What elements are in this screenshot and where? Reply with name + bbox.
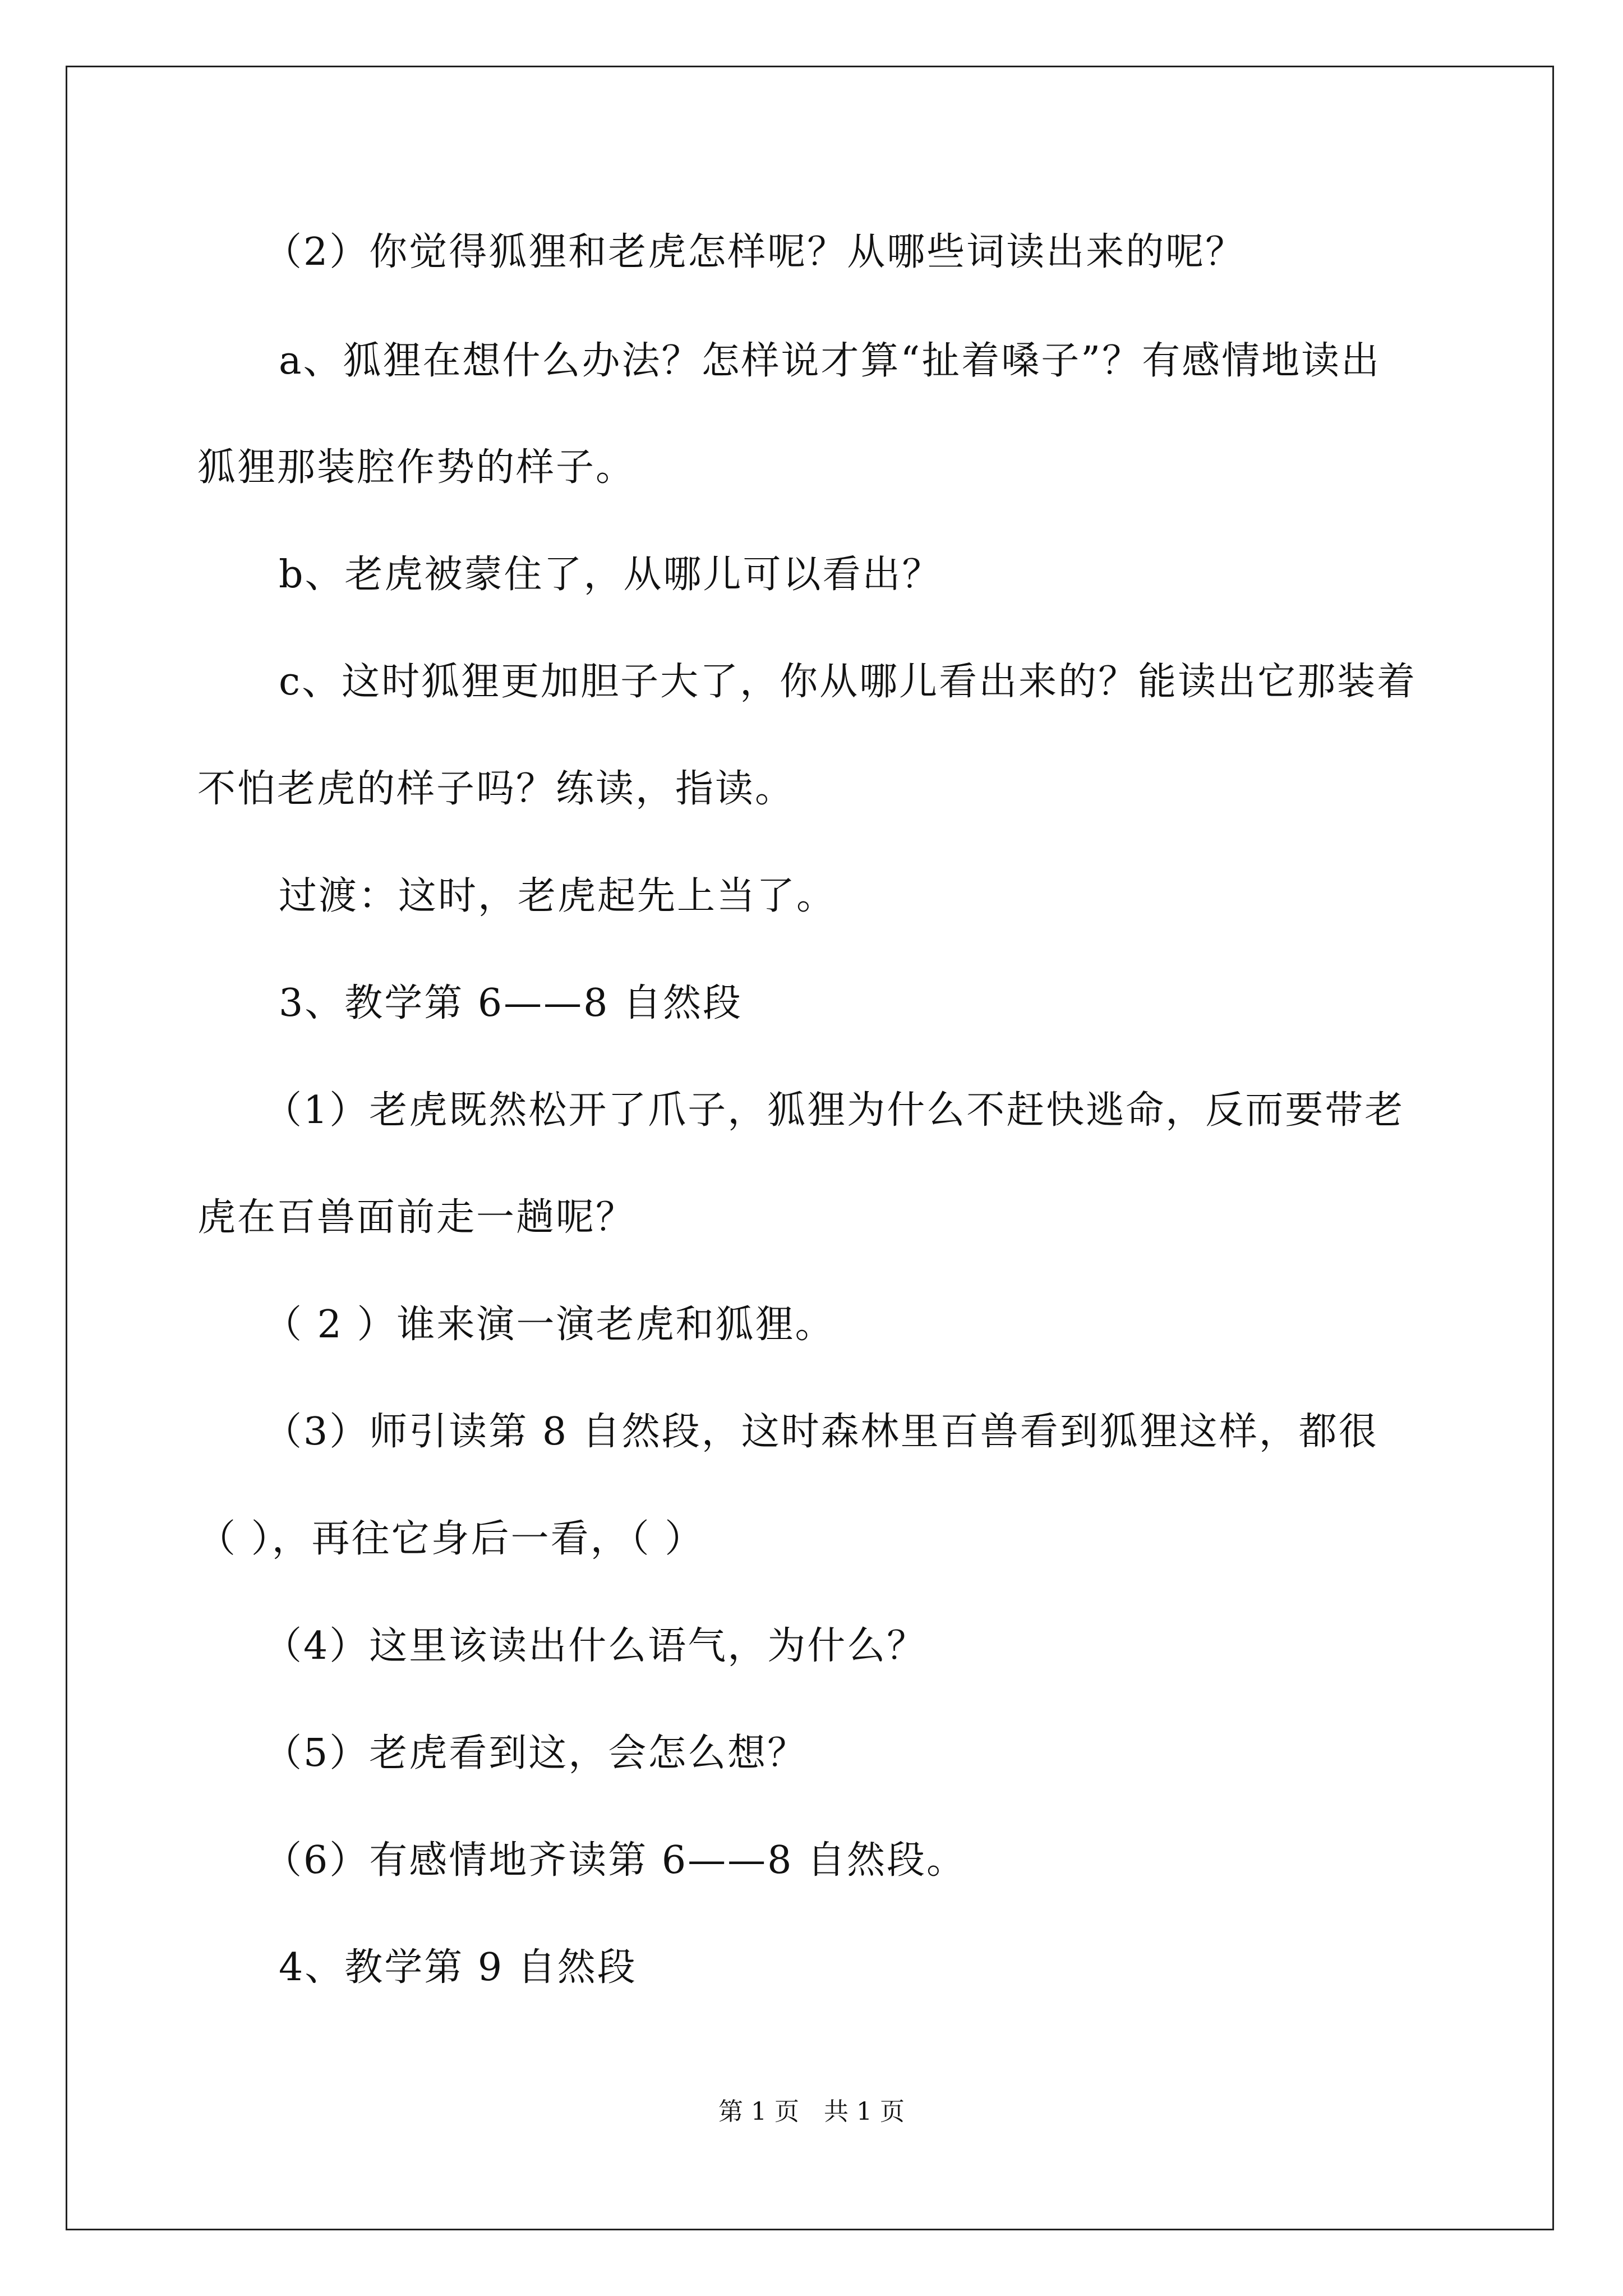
text-line-16: （6）有感情地齐读第 6——8 自然段。 — [264, 1838, 967, 1883]
text-line-1: （2）你觉得狐狸和老虎怎样呢？从哪些词读出来的呢？ — [264, 230, 1246, 274]
page-border — [66, 66, 1554, 2230]
text-line-8: 3、教学第 6——8 自然段 — [279, 981, 743, 1025]
text-line-14: （4）这里该读出什么语气，为什么？ — [264, 1624, 927, 1668]
text-line-13: （ ），再往它身后一看，（ ） — [197, 1517, 705, 1561]
text-line-3: 狐狸那装腔作势的样子。 — [197, 445, 636, 490]
text-line-12: （3）师引读第 8 自然段，这时森林里百兽看到狐狸这样，都很 — [264, 1410, 1378, 1454]
text-line-15: （5）老虎看到这，会怎么想？ — [264, 1731, 808, 1775]
text-line-17: 4、教学第 9 自然段 — [279, 1945, 637, 1990]
text-line-5: c、这时狐狸更加胆子大了，你从哪儿看出来的？能读出它那装着 — [279, 660, 1417, 704]
text-line-10: 虎在百兽面前走一趟呢？ — [197, 1195, 636, 1240]
text-line-11: （ 2 ）谁来演一演老虎和狐狸。 — [264, 1303, 835, 1347]
text-line-7: 过渡：这时，老虎起先上当了。 — [279, 874, 837, 918]
page-footer: 第 1 页 共 1 页 — [718, 2097, 905, 2126]
text-line-9: （1）老虎既然松开了爪子，狐狸为什么不赶快逃命，反而要带老 — [264, 1088, 1405, 1133]
text-line-4: b、老虎被蒙住了，从哪儿可以看出？ — [279, 553, 942, 597]
text-line-6: 不怕老虎的样子吗？练读，指读。 — [197, 767, 795, 811]
text-line-2: a、狐狸在想什么办法？怎样说才算“扯着嗓子”？有感情地读出 — [279, 339, 1381, 383]
